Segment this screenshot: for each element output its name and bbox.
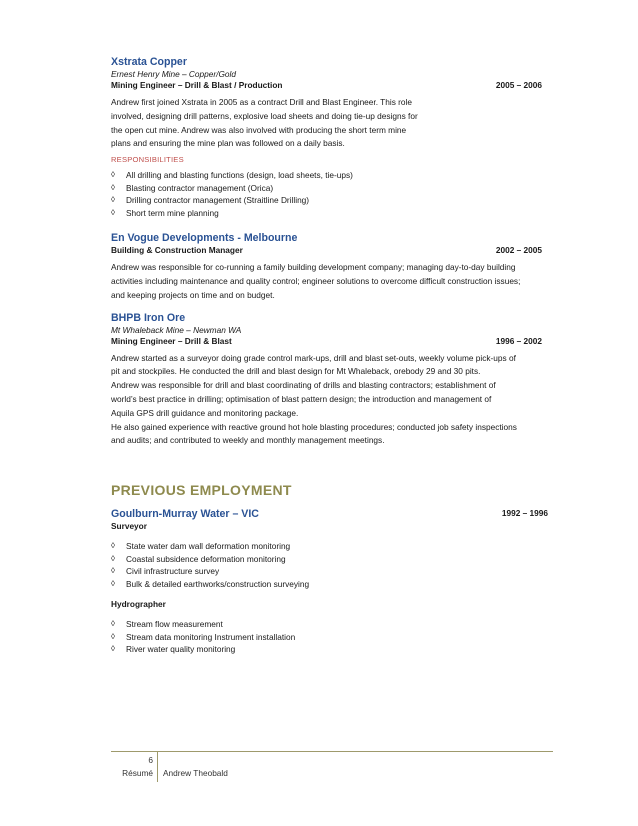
diamond-bullet-icon: ◊ [111,207,115,217]
list-item-text: Bulk & detailed earthworks/construction surveying [126,578,310,589]
list-item [111,578,552,591]
diamond-bullet-icon: ◊ [111,170,115,180]
job-description [111,261,552,302]
list-item-text: Drilling contractor management (Straitline Drilling) [126,195,310,206]
list-item [111,643,552,656]
role-title: Building & Construction Manager [111,245,243,256]
description-line: Andrew started as a surveyor doing grade control mark-ups, drill and blast set-outs, weekly volume pick-ups of [111,352,516,363]
list-item [111,540,552,553]
role-title: Surveyor [111,521,147,532]
description-line: and keeping projects on time and on budget. [111,289,275,300]
diamond-bullet-icon: ◊ [111,644,115,654]
footer-divider [111,751,553,752]
diamond-bullet-icon: ◊ [111,631,115,641]
hydrographer-duties-list [111,618,552,656]
page-number: 6 [148,755,153,765]
list-item-text: All drilling and blasting functions (design, load sheets, tie-ups) [126,170,353,181]
list-item [111,618,552,631]
description-line: Andrew was responsible for drill and blast coordinating of drills and blasting contractors; establishment of [111,380,496,391]
list-item [111,182,552,195]
job-description [111,96,456,151]
footer-vertical-divider [157,752,158,782]
role-row [111,80,552,91]
job-description [111,352,552,449]
diamond-bullet-icon: ◊ [111,195,115,205]
role-row [111,336,552,347]
description-line: plans and ensuring the mine plan was followed on a daily basis. [111,138,345,149]
description-line: He also gained experience with reactive ground hot hole blasting procedures; conducted job safety inspections [111,421,517,432]
role-years: 1992 – 1996 [501,508,548,519]
footer-label: Résumé [122,768,153,778]
list-item-text: Coastal subsidence deformation monitoring [126,553,286,564]
role-years: 1996 – 2002 [495,335,542,346]
job-xstrata [111,56,552,219]
list-item-text: State water dam wall deformation monitoring [126,541,291,552]
description-line: and audits; and contributed to weekly and monthly management meetings. [111,435,385,446]
description-line: the open cut mine. Andrew was also involved with producing the short term mine [111,124,407,135]
company-name: BHPB Iron Ore [111,311,186,324]
job-bhpb [111,312,552,449]
description-line: involved, designing drill patterns, explosive load sheets and doing tie-up designs for [111,110,418,121]
list-item [111,194,552,207]
diamond-bullet-icon: ◊ [111,541,115,551]
section-heading: PREVIOUS EMPLOYMENT [111,482,292,499]
description-line: world’s best practice in drilling; optimisation of blast pattern design; the introduction and management of [111,393,492,404]
mine-site: Mt Whaleback Mine – Newman WA [111,324,242,335]
list-item [111,565,552,578]
role-title: Mining Engineer – Drill & Blast / Production [111,80,283,90]
description-line: pit and stockpiles. He conducted the drill and blast design for Mt Whaleback, orebody 29 and 30 pits. [111,366,481,377]
role-years: 2002 – 2005 [495,245,542,256]
role-title: Mining Engineer – Drill & Blast [111,335,232,346]
company-name: Xstrata Copper [111,56,187,68]
company-name: En Vogue Developments - Melbourne [111,232,298,245]
page-content [111,56,552,656]
job-en-vogue [111,232,552,302]
description-line: Andrew was responsible for co-running a family building development company; managing day-to-day building [111,262,516,273]
list-item [111,169,552,182]
list-item-text: Blasting contractor management (Orica) [126,182,274,193]
list-item-text: Stream data monitoring Instrument installation [126,631,296,642]
diamond-bullet-icon: ◊ [111,182,115,192]
list-item-text: Stream flow measurement [126,619,223,630]
list-item-text: River water quality monitoring [126,644,236,655]
diamond-bullet-icon: ◊ [111,566,115,576]
diamond-bullet-icon: ◊ [111,578,115,588]
responsibilities-list [111,169,552,219]
role-title: Hydrographer [111,599,166,610]
list-item-text: Short term mine planning [126,207,219,218]
role-years: 2005 – 2006 [495,80,542,90]
list-item [111,207,552,220]
diamond-bullet-icon: ◊ [111,619,115,629]
responsibilities-label: RESPONSIBILITIES [111,155,184,165]
description-line: activities including maintenance and quality control; engineer solutions to overcome difficult construction issues; [111,275,521,286]
description-line: Aquila GPS drill guidance and monitoring package. [111,407,299,418]
diamond-bullet-icon: ◊ [111,553,115,563]
description-line: Andrew first joined Xstrata in 2005 as a contract Drill and Blast Engineer. This role [111,97,412,107]
list-item [111,631,552,644]
list-item [111,553,552,566]
company-row [111,508,552,521]
list-item-text: Civil infrastructure survey [126,566,220,577]
footer-author-name: Andrew Theobald [163,768,228,778]
role-row [111,245,552,256]
mine-site: Ernest Henry Mine – Copper/Gold [111,69,236,79]
job-goulburn-murray [111,508,552,656]
surveyor-duties-list [111,540,552,590]
company-name: Goulburn-Murray Water – VIC [111,508,259,521]
